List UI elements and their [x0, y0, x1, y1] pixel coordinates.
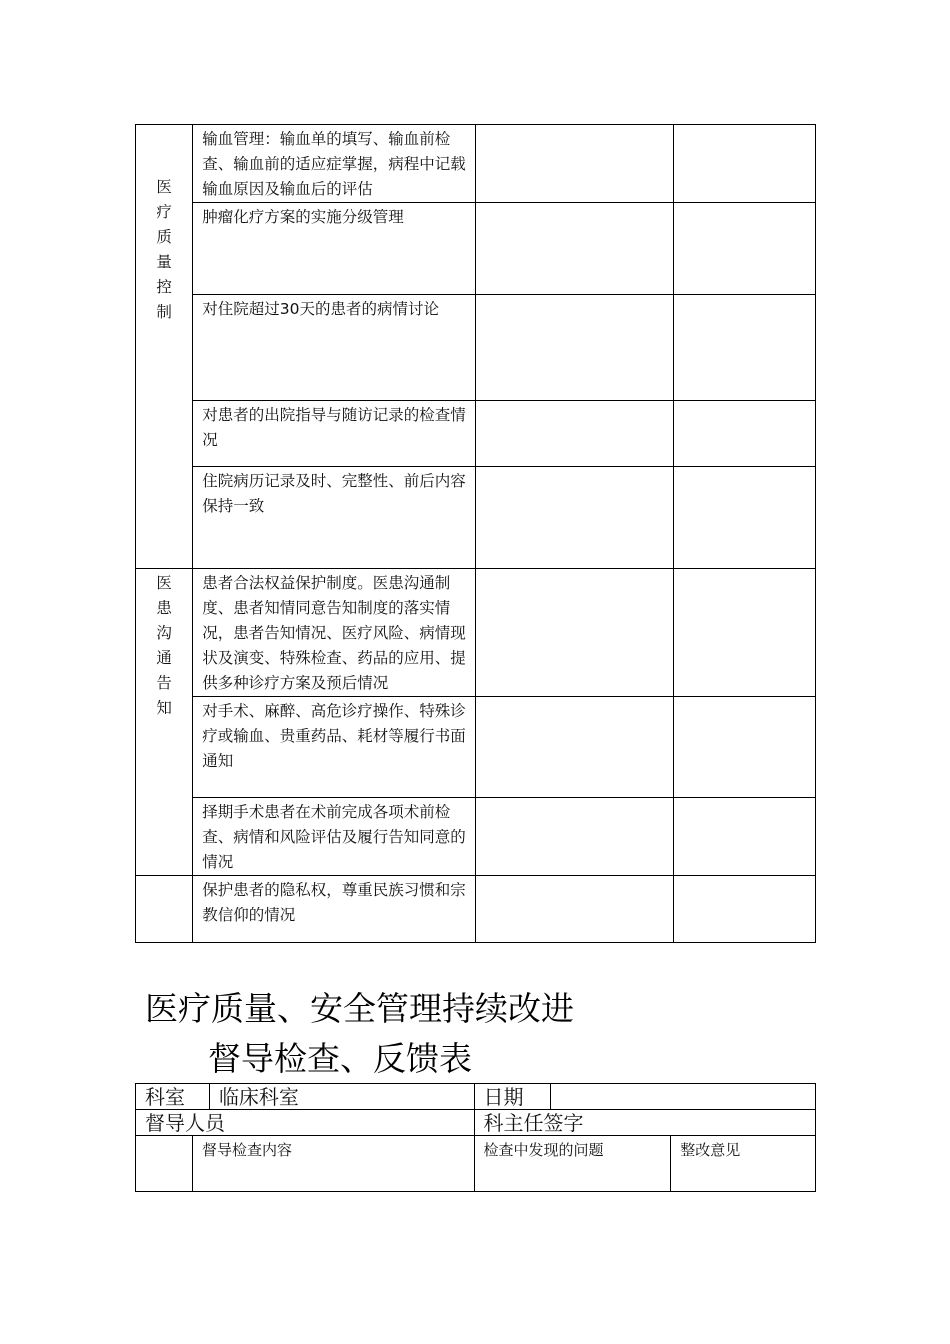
issues-header-cell: 检查中发现的问题	[474, 1136, 671, 1192]
issues-cell[interactable]	[476, 467, 674, 569]
table-row	[136, 467, 816, 569]
inspection-table	[135, 124, 816, 943]
table-row	[136, 1136, 816, 1192]
form-title-line-2: 督导检查、反馈表	[208, 1039, 472, 1078]
content-cell: 对患者的出院指导与随访记录的检查情况	[193, 401, 476, 467]
issues-cell[interactable]	[476, 569, 674, 697]
content-cell: 择期手术患者在术前完成各项术前检查、病情和风险评估及履行告知同意的情况	[193, 798, 476, 876]
table-row	[136, 295, 816, 401]
date-value-cell[interactable]	[551, 1084, 816, 1110]
director-sign-cell[interactable]: 科主任签字	[474, 1110, 815, 1136]
table-row	[136, 798, 816, 876]
content-header-cell: 督导检查内容	[192, 1136, 474, 1192]
category-header-cell	[136, 1136, 193, 1192]
issues-cell[interactable]	[476, 697, 674, 798]
issues-cell[interactable]	[476, 401, 674, 467]
form-title-line-1: 医疗质量、安全管理持续改进	[145, 989, 574, 1028]
date-label-cell: 日期	[474, 1084, 551, 1110]
issues-cell[interactable]	[476, 295, 674, 401]
rectify-cell[interactable]	[674, 697, 816, 798]
table-row	[136, 1110, 816, 1136]
table-row	[136, 697, 816, 798]
table-row	[136, 569, 816, 697]
feedback-form-table	[135, 1083, 816, 1192]
content-cell: 保护患者的隐私权，尊重民族习惯和宗教信仰的情况	[193, 876, 476, 943]
issues-cell[interactable]	[476, 876, 674, 943]
supervisor-cell[interactable]: 督导人员	[136, 1110, 475, 1136]
rectify-cell[interactable]	[674, 295, 816, 401]
table-row	[136, 876, 816, 943]
rectify-cell[interactable]	[674, 876, 816, 943]
table-row	[136, 1084, 816, 1110]
content-cell: 患者合法权益保护制度。医患沟通制度、患者知情同意告知制度的落实情况，患者告知情况、医疗风险、病情现状及演变、特殊检查、药品的应用、提供多种诊疗方案及预后情况	[193, 569, 476, 697]
content-cell: 住院病历记录及时、完整性、前后内容保持一致	[193, 467, 476, 569]
rectify-cell[interactable]	[674, 125, 816, 203]
rectify-cell[interactable]	[674, 569, 816, 697]
rectify-cell[interactable]	[674, 401, 816, 467]
content-cell: 输血管理：输血单的填写、输血前检查、输血前的适应症掌握，病程中记载输血原因及输血后的评估	[193, 125, 476, 203]
issues-cell[interactable]	[476, 203, 674, 295]
issues-cell[interactable]	[476, 125, 674, 203]
issues-cell[interactable]	[476, 798, 674, 876]
rectify-cell[interactable]	[674, 798, 816, 876]
dept-value-cell[interactable]: 临床科室	[209, 1084, 474, 1110]
table-row	[136, 401, 816, 467]
table-row	[136, 125, 816, 203]
dept-label-cell: 科室	[136, 1084, 210, 1110]
table-row	[136, 203, 816, 295]
rectify-cell[interactable]	[674, 203, 816, 295]
content-cell: 对住院超过30天的患者的病情讨论	[193, 295, 476, 401]
rectify-cell[interactable]	[674, 467, 816, 569]
category-cell-communication: 医 患 沟 通 告 知	[136, 569, 193, 876]
content-cell: 对手术、麻醉、高危诊疗操作、特殊诊疗或输血、贵重药品、耗材等履行书面通知	[193, 697, 476, 798]
category-cell-quality-control: 医 疗 质 量 控 制	[136, 125, 193, 569]
rectify-header-cell: 整改意见	[671, 1136, 816, 1192]
content-cell: 肿瘤化疗方案的实施分级管理	[193, 203, 476, 295]
category-cell-empty	[136, 876, 193, 943]
